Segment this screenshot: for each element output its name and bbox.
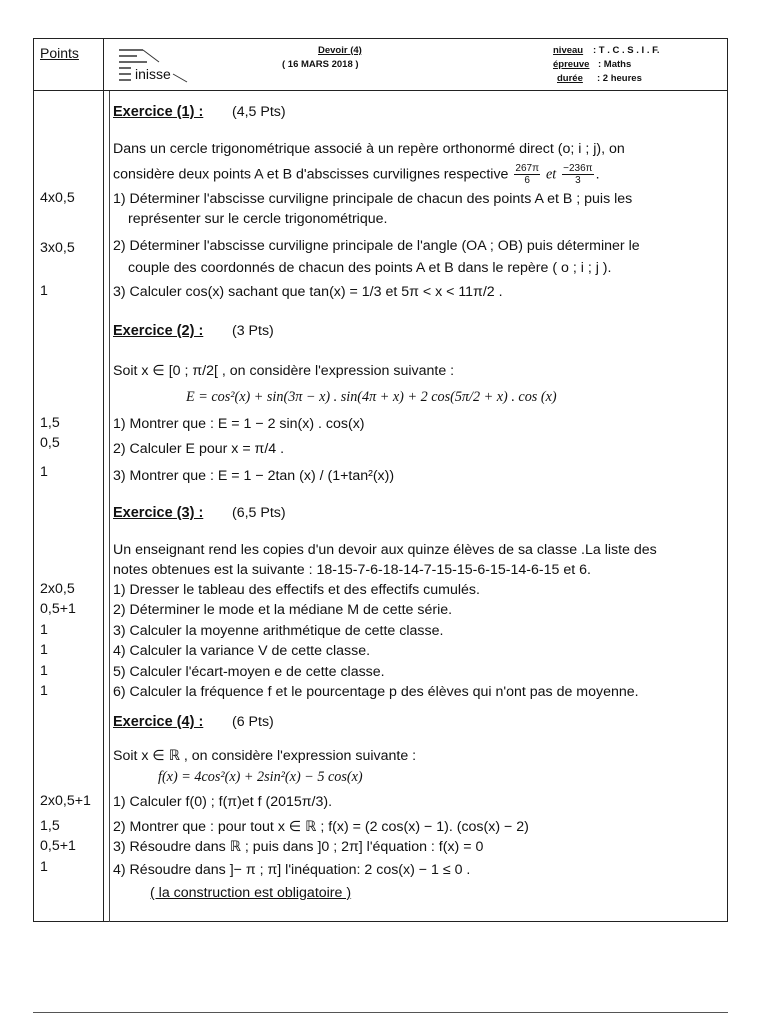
header-divider (33, 90, 728, 91)
points-ex3-q2: 0,5+1 (40, 601, 76, 617)
points-ex4-q1: 2x0,5+1 (40, 793, 91, 809)
points-ex3-q4: 1 (40, 642, 48, 658)
ex1-question-2a: 2) Déterminer l'abscisse curviligne principale de l'angle (OA ; OB) puis déterminer le (113, 238, 640, 254)
content-margin-line (109, 90, 110, 922)
exercise-2-score: (3 Pts) (232, 323, 274, 339)
page-bottom-line (33, 1012, 728, 1013)
points-ex2-q2: 0,5 (40, 435, 60, 451)
points-ex2-q3: 1 (40, 464, 48, 480)
ex1-question-3: 3) Calculer cos(x) sachant que tan(x) = 1/3 et 5π < x < 11π/2 . (113, 284, 503, 300)
ex3-intro-line2: notes obtenues est la suivante : 18-15-7-6-18-14-7-15-15-6-15-14-6-15 et 6. (113, 562, 591, 578)
ex3-question-5: 5) Calculer l'écart-moyen e de cette classe. (113, 664, 385, 680)
ex2-question-1: 1) Montrer que : E = 1 − 2 sin(x) . cos(x) (113, 416, 365, 432)
points-ex3-q1: 2x0,5 (40, 581, 75, 597)
school-logo (113, 44, 203, 84)
exam-title: Devoir (4) (318, 45, 362, 56)
ex4-question-2: 2) Montrer que : pour tout x ∈ ℝ ; f(x) = (2 cos(x) − 1). (cos(x) − 2) (113, 819, 529, 835)
exercise-3-title: Exercice (3) : (113, 505, 204, 521)
ex4-question-4: 4) Résoudre dans ]− π ; π] l'inéquation: 2 cos(x) − 1 ≤ 0 . (113, 862, 471, 878)
points-column-title: Points (40, 45, 79, 61)
ex2-question-2: 2) Calculer E pour x = π/4 . (113, 441, 285, 457)
niveau-row: niveau : T . C . S . I . F. (553, 45, 660, 56)
points-ex1-q2: 3x0,5 (40, 240, 75, 256)
ex4-question-1: 1) Calculer f(0) ; f(π)et f (2015π/3). (113, 794, 333, 810)
duree-row: durée : 2 heures (557, 73, 642, 84)
points-ex3-q5: 1 (40, 663, 48, 679)
points-ex3-q3: 1 (40, 622, 48, 638)
points-ex4-q3: 0,5+1 (40, 838, 76, 854)
ex4-expression: f(x) = 4cos²(x) + 2sin²(x) − 5 cos(x) (158, 769, 363, 785)
exercise-1-score: (4,5 Pts) (232, 104, 286, 120)
ex3-question-6: 6) Calculer la fréquence f et le pourcentage p des élèves qui n'ont pas de moyenne. (113, 684, 639, 700)
ex4-question-3: 3) Résoudre dans ℝ ; puis dans ]0 ; 2π] l'équation : f(x) = 0 (113, 839, 484, 855)
ex3-question-2: 2) Déterminer le mode et la médiane M de cette série. (113, 602, 453, 618)
ex1-question-2b: couple des coordonnés de chacun des points A et B dans le repère ( o ; i ; j ). (128, 260, 612, 276)
exam-date: ( 16 MARS 2018 ) (282, 59, 359, 70)
ex1-question-1b: représenter sur le cercle trigonométrique. (128, 211, 388, 227)
ex2-intro: Soit x ∈ [0 ; π/2[ , on considère l'expression suivante : (113, 363, 455, 379)
points-ex4-q4: 1 (40, 859, 48, 875)
points-column-divider (103, 38, 104, 922)
points-ex3-q6: 1 (40, 683, 48, 699)
ex4-intro: Soit x ∈ ℝ , on considère l'expression suivante : (113, 748, 417, 764)
ex4-note: ( la construction est obligatoire ) (150, 885, 352, 901)
ex3-intro-line1: Un enseignant rend les copies d'un devoir aux quinze élèves de sa classe .La liste des (113, 542, 657, 558)
points-ex4-q2: 1,5 (40, 818, 60, 834)
ex1-intro-line2: considère deux points A et B d'abscisses curvilignes respective $\frac{267\pi}{6}$ et $\frac{-236\pi}{3}$ . (113, 163, 600, 186)
exercise-2-title: Exercice (2) : (113, 323, 204, 339)
points-ex1-q3: 1 (40, 283, 48, 299)
ex1-intro-line1: Dans un cercle trigonométrique associé à un repère orthonormé direct (o; i ; j), on (113, 141, 625, 157)
exercise-4-score: (6 Pts) (232, 714, 274, 730)
logo-text: inisse (135, 66, 171, 82)
ex3-question-4: 4) Calculer la variance V de cette classe. (113, 643, 371, 659)
ex2-expression: E = cos²(x) + sin(3π − x) . sin(4π + x) + 2 cos(5π/2 + x) . cos (x) (186, 389, 557, 405)
ex3-question-3: 3) Calculer la moyenne arithmétique de cette classe. (113, 623, 444, 639)
points-ex2-q1: 1,5 (40, 415, 60, 431)
exercise-1-title: Exercice (1) : (113, 104, 204, 120)
exercise-4-title: Exercice (4) : (113, 714, 204, 730)
points-ex1-q1: 4x0,5 (40, 190, 75, 206)
ex2-question-3: 3) Montrer que : E = 1 − 2tan (x) / (1+tan²(x)) (113, 468, 395, 484)
ex3-question-1: 1) Dresser le tableau des effectifs et des effectifs cumulés. (113, 582, 480, 598)
epreuve-row: épreuve : Maths (553, 59, 632, 70)
ex1-question-1a: 1) Déterminer l'abscisse curviligne principale de chacun des points A et B ; puis les (113, 191, 633, 207)
exercise-3-score: (6,5 Pts) (232, 505, 286, 521)
